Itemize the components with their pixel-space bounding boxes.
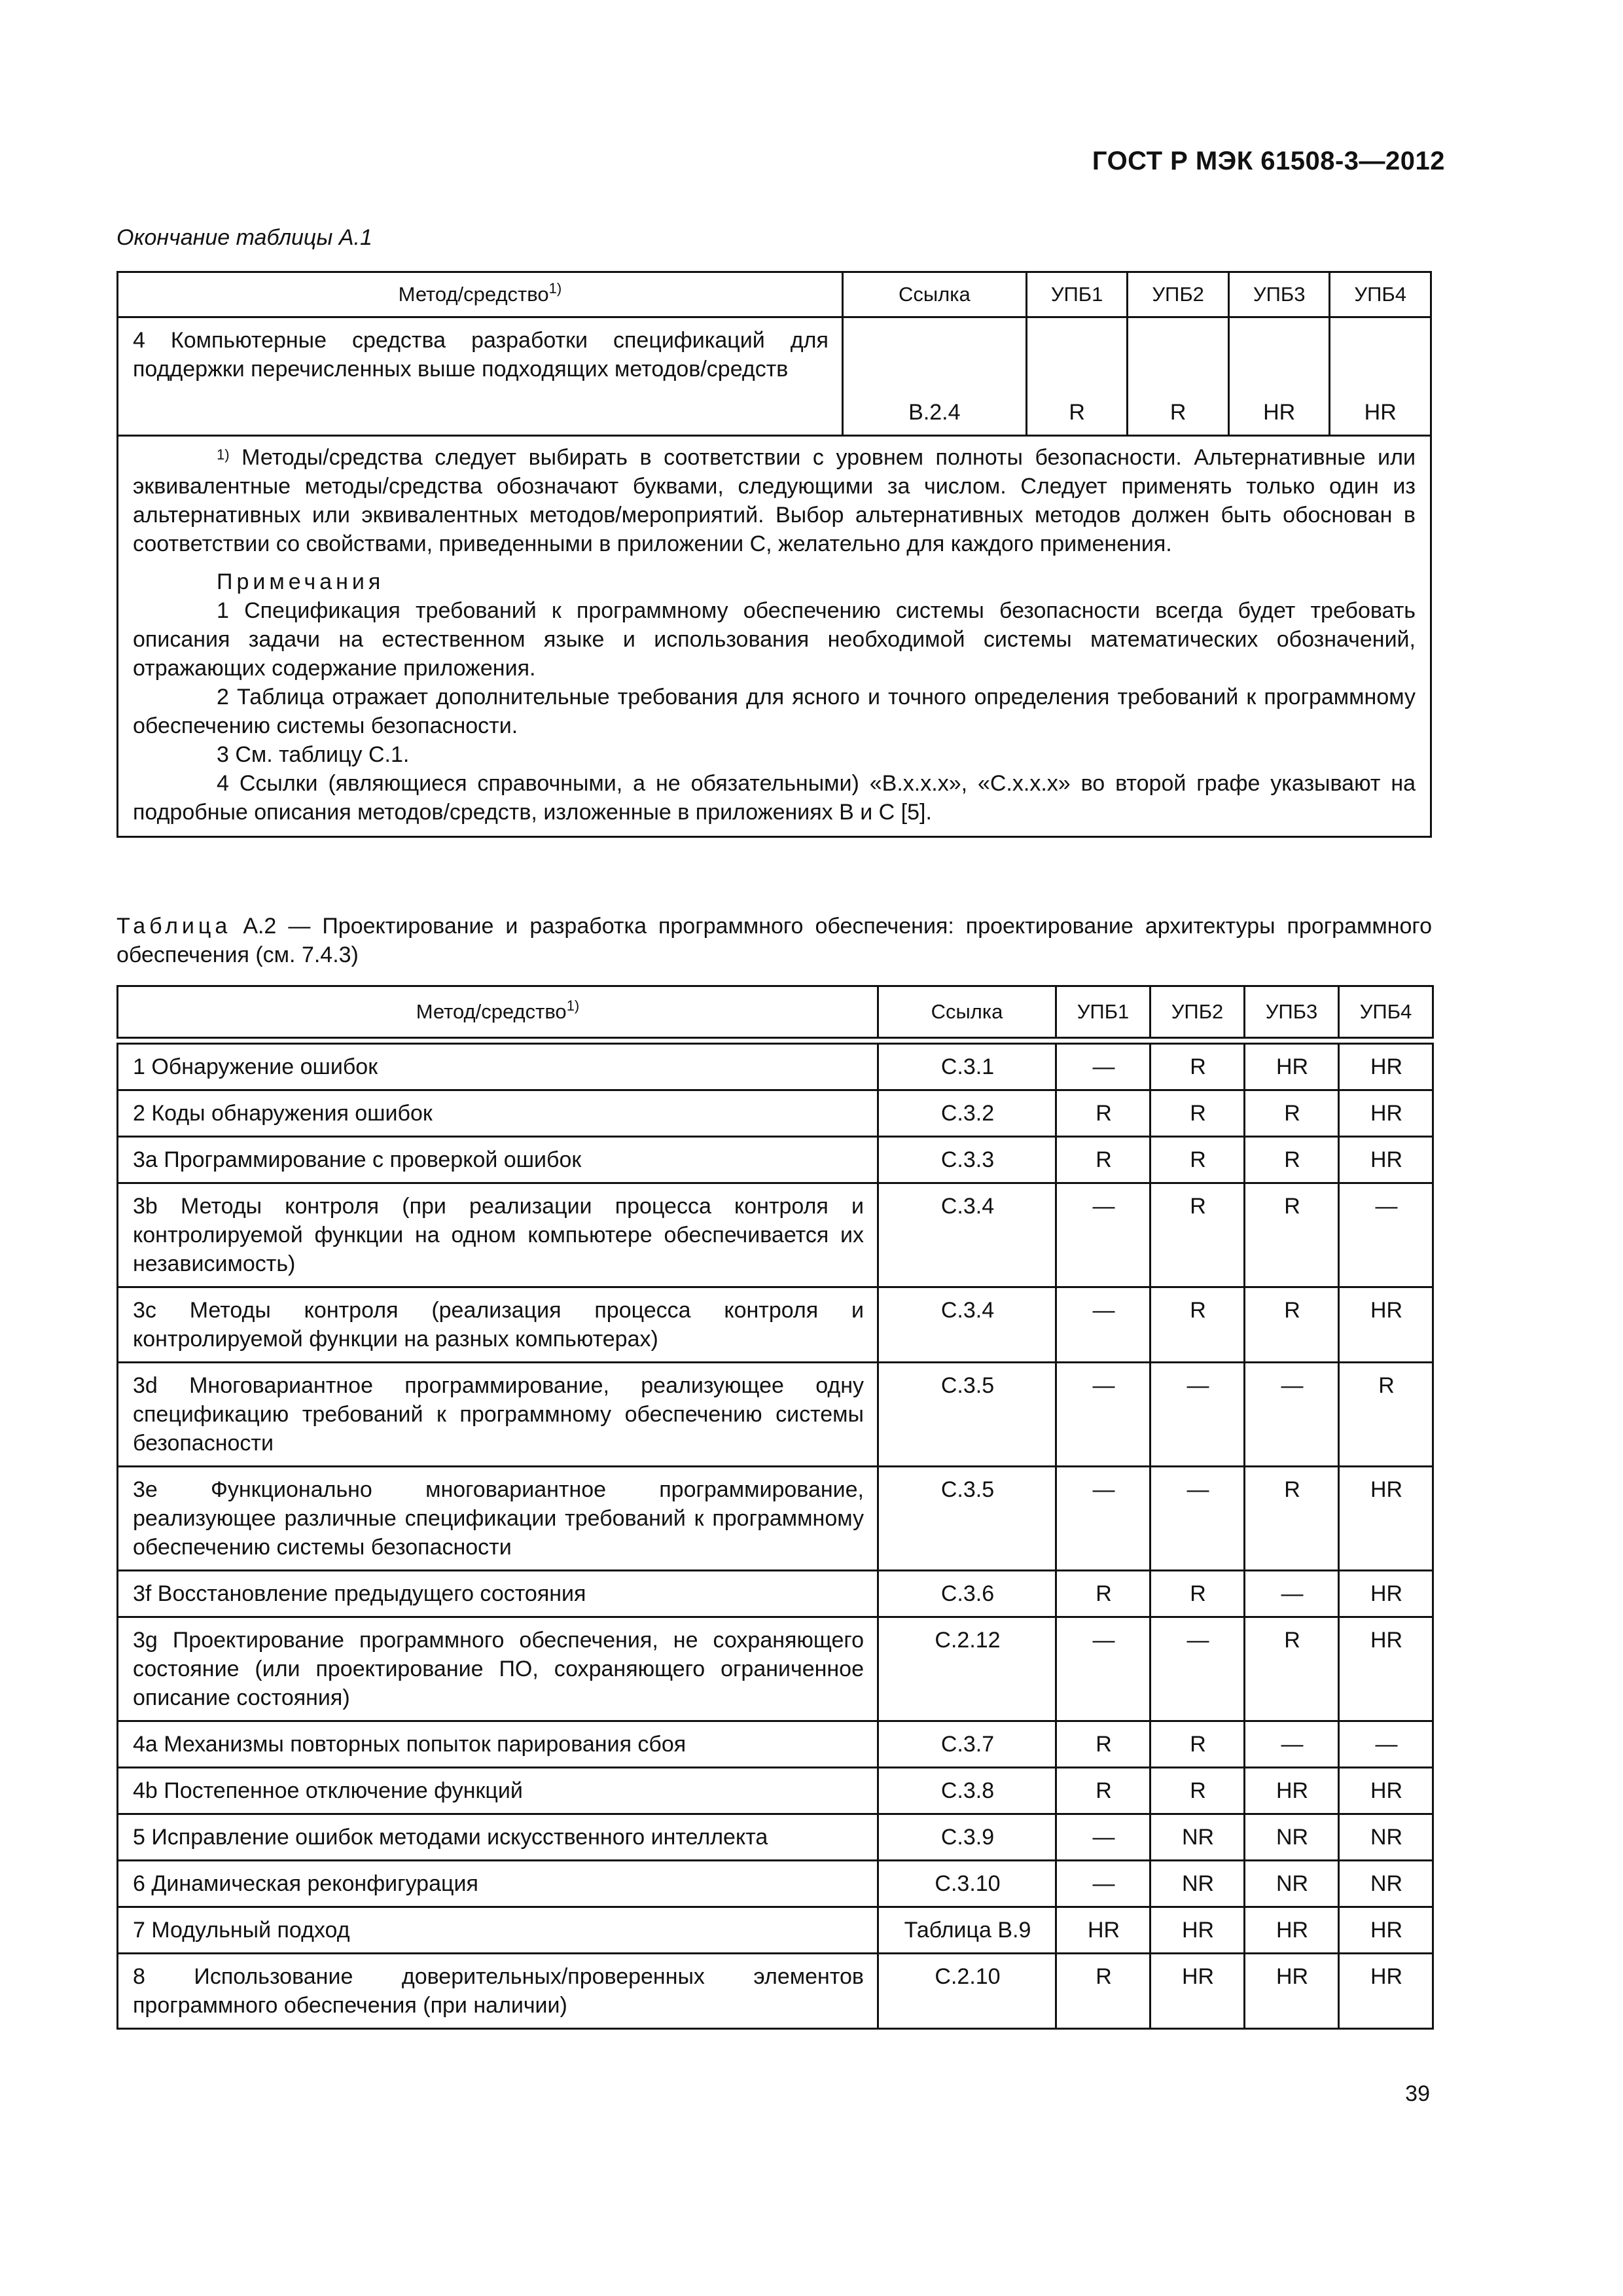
note-item: 2 Таблица отражает дополнительные требования для ясного и точного определения требований к программному обеспечению системы безопасности. (133, 685, 1416, 738)
method-cell: 1 Обнаружение ошибок (118, 1044, 878, 1090)
table-row (118, 1617, 1433, 1721)
sil1-cell: R (1026, 317, 1128, 436)
table-row (118, 1571, 1433, 1617)
method-cell: 3f Восстановление предыдущего состояния (118, 1571, 878, 1617)
sil4-cell: HR (1339, 1768, 1433, 1814)
reference-cell: С.2.10 (878, 1954, 1056, 2029)
table-row (118, 1721, 1433, 1768)
footnote-marker: 1) (217, 446, 230, 463)
reference-cell: С.3.9 (878, 1814, 1056, 1861)
sil3-cell: HR (1245, 1907, 1339, 1954)
sil4-cell: HR (1339, 1287, 1433, 1363)
method-cell: 7 Модульный подход (118, 1907, 878, 1954)
reference-cell: С.3.4 (878, 1183, 1056, 1287)
sil1-cell: HR (1056, 1907, 1150, 1954)
note-item: 4 Ссылки (являющиеся справочными, а не обязательными) «В.х.х.х», «С.х.х.х» во второй графе указывают на подробные описания методов/средств, изложенные в приложениях В и С [5]. (133, 771, 1416, 825)
reference-cell: С.3.2 (878, 1090, 1056, 1137)
sil3-cell: R (1245, 1183, 1339, 1287)
reference-cell: B.2.4 (842, 317, 1026, 436)
sil1-cell: — (1056, 1861, 1150, 1907)
column-header-sil2: УПБ2 (1128, 272, 1229, 317)
column-header-sil4: УПБ4 (1330, 272, 1431, 317)
sil3-cell: — (1245, 1363, 1339, 1467)
table-row (118, 1954, 1433, 2029)
column-header-method: Метод/средство$^{1)}$ (118, 986, 878, 1038)
sil1-cell: R (1056, 1954, 1150, 2029)
sil1-cell: — (1056, 1363, 1150, 1467)
sil4-cell: — (1339, 1721, 1433, 1768)
table-row (118, 1768, 1433, 1814)
sil2-cell: HR (1150, 1907, 1245, 1954)
sil4-cell: NR (1339, 1861, 1433, 1907)
sil1-cell: R (1056, 1721, 1150, 1768)
table-continuation-label: Окончание таблицы А.1 (116, 225, 372, 250)
reference-cell: С.3.7 (878, 1721, 1056, 1768)
notes-title: Примечания (217, 569, 385, 594)
table-row (118, 1907, 1433, 1954)
table-row (118, 1090, 1433, 1137)
note-item: 3 См. таблицу С.1. (217, 742, 410, 767)
sil4-cell: HR (1339, 1907, 1433, 1954)
sil2-cell: R (1150, 1721, 1245, 1768)
reference-cell: С.3.3 (878, 1137, 1056, 1183)
sil2-cell: R (1150, 1090, 1245, 1137)
sil2-cell: R (1150, 1768, 1245, 1814)
sil4-cell: HR (1339, 1617, 1433, 1721)
method-cell: 8 Использование доверительных/проверенных элементов программного обеспечения (при наличии) (118, 1954, 878, 2029)
sil3-cell: NR (1245, 1814, 1339, 1861)
table-row (118, 1363, 1433, 1467)
method-cell: 3g Проектирование программного обеспечения, не сохраняющего состояние (или проектирование ПО, сохраняющего ограниченное описание состояния) (118, 1617, 878, 1721)
sil2-cell: HR (1150, 1954, 1245, 2029)
notes-cell (118, 436, 1431, 837)
sil1-cell: — (1056, 1617, 1150, 1721)
sil3-cell: R (1245, 1137, 1339, 1183)
sil2-cell: R (1150, 1287, 1245, 1363)
table-row (118, 1044, 1433, 1090)
table-row (118, 1183, 1433, 1287)
table-row (118, 1814, 1433, 1861)
column-header-sil1: УПБ1 (1026, 272, 1128, 317)
reference-cell: Таблица В.9 (878, 1907, 1056, 1954)
sil2-cell: — (1150, 1363, 1245, 1467)
column-header-sil3: УПБ3 (1228, 272, 1330, 317)
sil1-cell: — (1056, 1467, 1150, 1571)
sil4-cell: NR (1339, 1814, 1433, 1861)
sil2-cell: R (1150, 1137, 1245, 1183)
column-header-sil3: УПБ3 (1245, 986, 1339, 1038)
method-cell: 3e Функционально многовариантное программирование, реализующее различные спецификации требований к программному обеспечению системы безопасности (118, 1467, 878, 1571)
sil2-cell: R (1128, 317, 1229, 436)
sil3-cell: HR (1245, 1768, 1339, 1814)
sil4-cell: HR (1339, 1137, 1433, 1183)
sil1-cell: R (1056, 1768, 1150, 1814)
sil2-cell: R (1150, 1571, 1245, 1617)
sil4-cell: HR (1339, 1954, 1433, 2029)
sil3-cell: NR (1245, 1861, 1339, 1907)
column-header-method: Метод/средство$^{1)}$ (118, 272, 843, 317)
sil3-cell: R (1245, 1467, 1339, 1571)
sil1-cell: — (1056, 1044, 1150, 1090)
method-cell: 4b Постепенное отключение функций (118, 1768, 878, 1814)
table-header-row (118, 272, 1431, 317)
sil2-cell: R (1150, 1044, 1245, 1090)
method-cell: 4 Компьютерные средства разработки спецификаций для поддержки перечисленных выше подходящих методов/средств (118, 317, 843, 436)
method-cell: 5 Исправление ошибок методами искусственного интеллекта (118, 1814, 878, 1861)
method-cell: 3a Программирование с проверкой ошибок (118, 1137, 878, 1183)
table-a2-caption (116, 912, 1432, 969)
sil2-cell: NR (1150, 1861, 1245, 1907)
table-row (118, 317, 1431, 436)
sil1-cell: R (1056, 1571, 1150, 1617)
sil3-cell: R (1245, 1287, 1339, 1363)
notes-row (118, 436, 1431, 837)
sil4-cell: HR (1339, 1044, 1433, 1090)
method-cell: 3b Методы контроля (при реализации процесса контроля и контролируемой функции на одном компьютере обеспечивается их независимость) (118, 1183, 878, 1287)
sil1-cell: R (1056, 1090, 1150, 1137)
sil2-cell: NR (1150, 1814, 1245, 1861)
table-row (118, 1137, 1433, 1183)
sil1-cell: — (1056, 1287, 1150, 1363)
sil1-cell: — (1056, 1183, 1150, 1287)
method-cell: 3d Многовариантное программирование, реализующее одну спецификацию требований к программному обеспечению системы безопасности (118, 1363, 878, 1467)
reference-cell: С.3.5 (878, 1363, 1056, 1467)
reference-cell: С.3.5 (878, 1467, 1056, 1571)
sil3-cell: HR (1245, 1044, 1339, 1090)
sil1-cell: R (1056, 1137, 1150, 1183)
caption-label: Таблица (116, 914, 232, 939)
reference-cell: С.3.4 (878, 1287, 1056, 1363)
sil2-cell: — (1150, 1617, 1245, 1721)
sil4-cell: R (1339, 1363, 1433, 1467)
sil2-cell: — (1150, 1467, 1245, 1571)
sil3-cell: HR (1245, 1954, 1339, 2029)
column-header-reference: Ссылка (878, 986, 1056, 1038)
reference-cell: С.3.6 (878, 1571, 1056, 1617)
sil3-cell: R (1245, 1090, 1339, 1137)
table-a2 (116, 985, 1434, 2030)
column-header-sil4: УПБ4 (1339, 986, 1433, 1038)
table-row (118, 1467, 1433, 1571)
column-header-reference: Ссылка (842, 272, 1026, 317)
note-item: 1 Спецификация требований к программному обеспечению системы безопасности всегда будет требовать описания задачи на естественном языке и использования необходимой системы математических обозначений, отражающих содержание приложения. (133, 598, 1416, 681)
column-header-sil2: УПБ2 (1150, 986, 1245, 1038)
reference-cell: С.2.12 (878, 1617, 1056, 1721)
reference-cell: С.3.10 (878, 1861, 1056, 1907)
sil3-cell: HR (1228, 317, 1330, 436)
column-header-sil1: УПБ1 (1056, 986, 1150, 1038)
method-cell: 4a Механизмы повторных попыток парирования сбоя (118, 1721, 878, 1768)
table-a1-end (116, 271, 1432, 838)
sil1-cell: — (1056, 1814, 1150, 1861)
sil4-cell: HR (1339, 1090, 1433, 1137)
page-number: 39 (1405, 2081, 1430, 2106)
sil3-cell: — (1245, 1571, 1339, 1617)
footnote: $^{1)}$ Методы/средства следует выбирать в соответствии с уровнем полноты безопасности. Альтернативные или эквивалентные методы/средства обозначают буквами, следующими за числом. Следует применять только один из альтернативных или эквивалентных методов/мероприятий. Выбор альтернативных методов должен быть обоснован в соответствии со свойствами, приведенными в приложении С, желательно для каждого применения. (133, 445, 1416, 556)
sil4-cell: — (1339, 1183, 1433, 1287)
sil4-cell: HR (1330, 317, 1431, 436)
reference-cell: С.3.8 (878, 1768, 1056, 1814)
table-header-row (118, 986, 1433, 1038)
sil3-cell: — (1245, 1721, 1339, 1768)
method-cell: 3c Методы контроля (реализация процесса контроля и контролируемой функции на разных компьютерах) (118, 1287, 878, 1363)
sil4-cell: HR (1339, 1467, 1433, 1571)
table-row (118, 1287, 1433, 1363)
sil4-cell: HR (1339, 1571, 1433, 1617)
sil3-cell: R (1245, 1617, 1339, 1721)
caption-text: А.2 — Проектирование и разработка программного обеспечения: проектирование архитектуры программного обеспечения (см. 7.4.3) (116, 914, 1432, 967)
method-cell: 6 Динамическая реконфигурация (118, 1861, 878, 1907)
sil2-cell: R (1150, 1183, 1245, 1287)
document-code: ГОСТ Р МЭК 61508-3—2012 (1092, 147, 1445, 175)
table-row (118, 1861, 1433, 1907)
header-double-rule (118, 1038, 1433, 1044)
reference-cell: С.3.1 (878, 1044, 1056, 1090)
method-cell: 2 Коды обнаружения ошибок (118, 1090, 878, 1137)
